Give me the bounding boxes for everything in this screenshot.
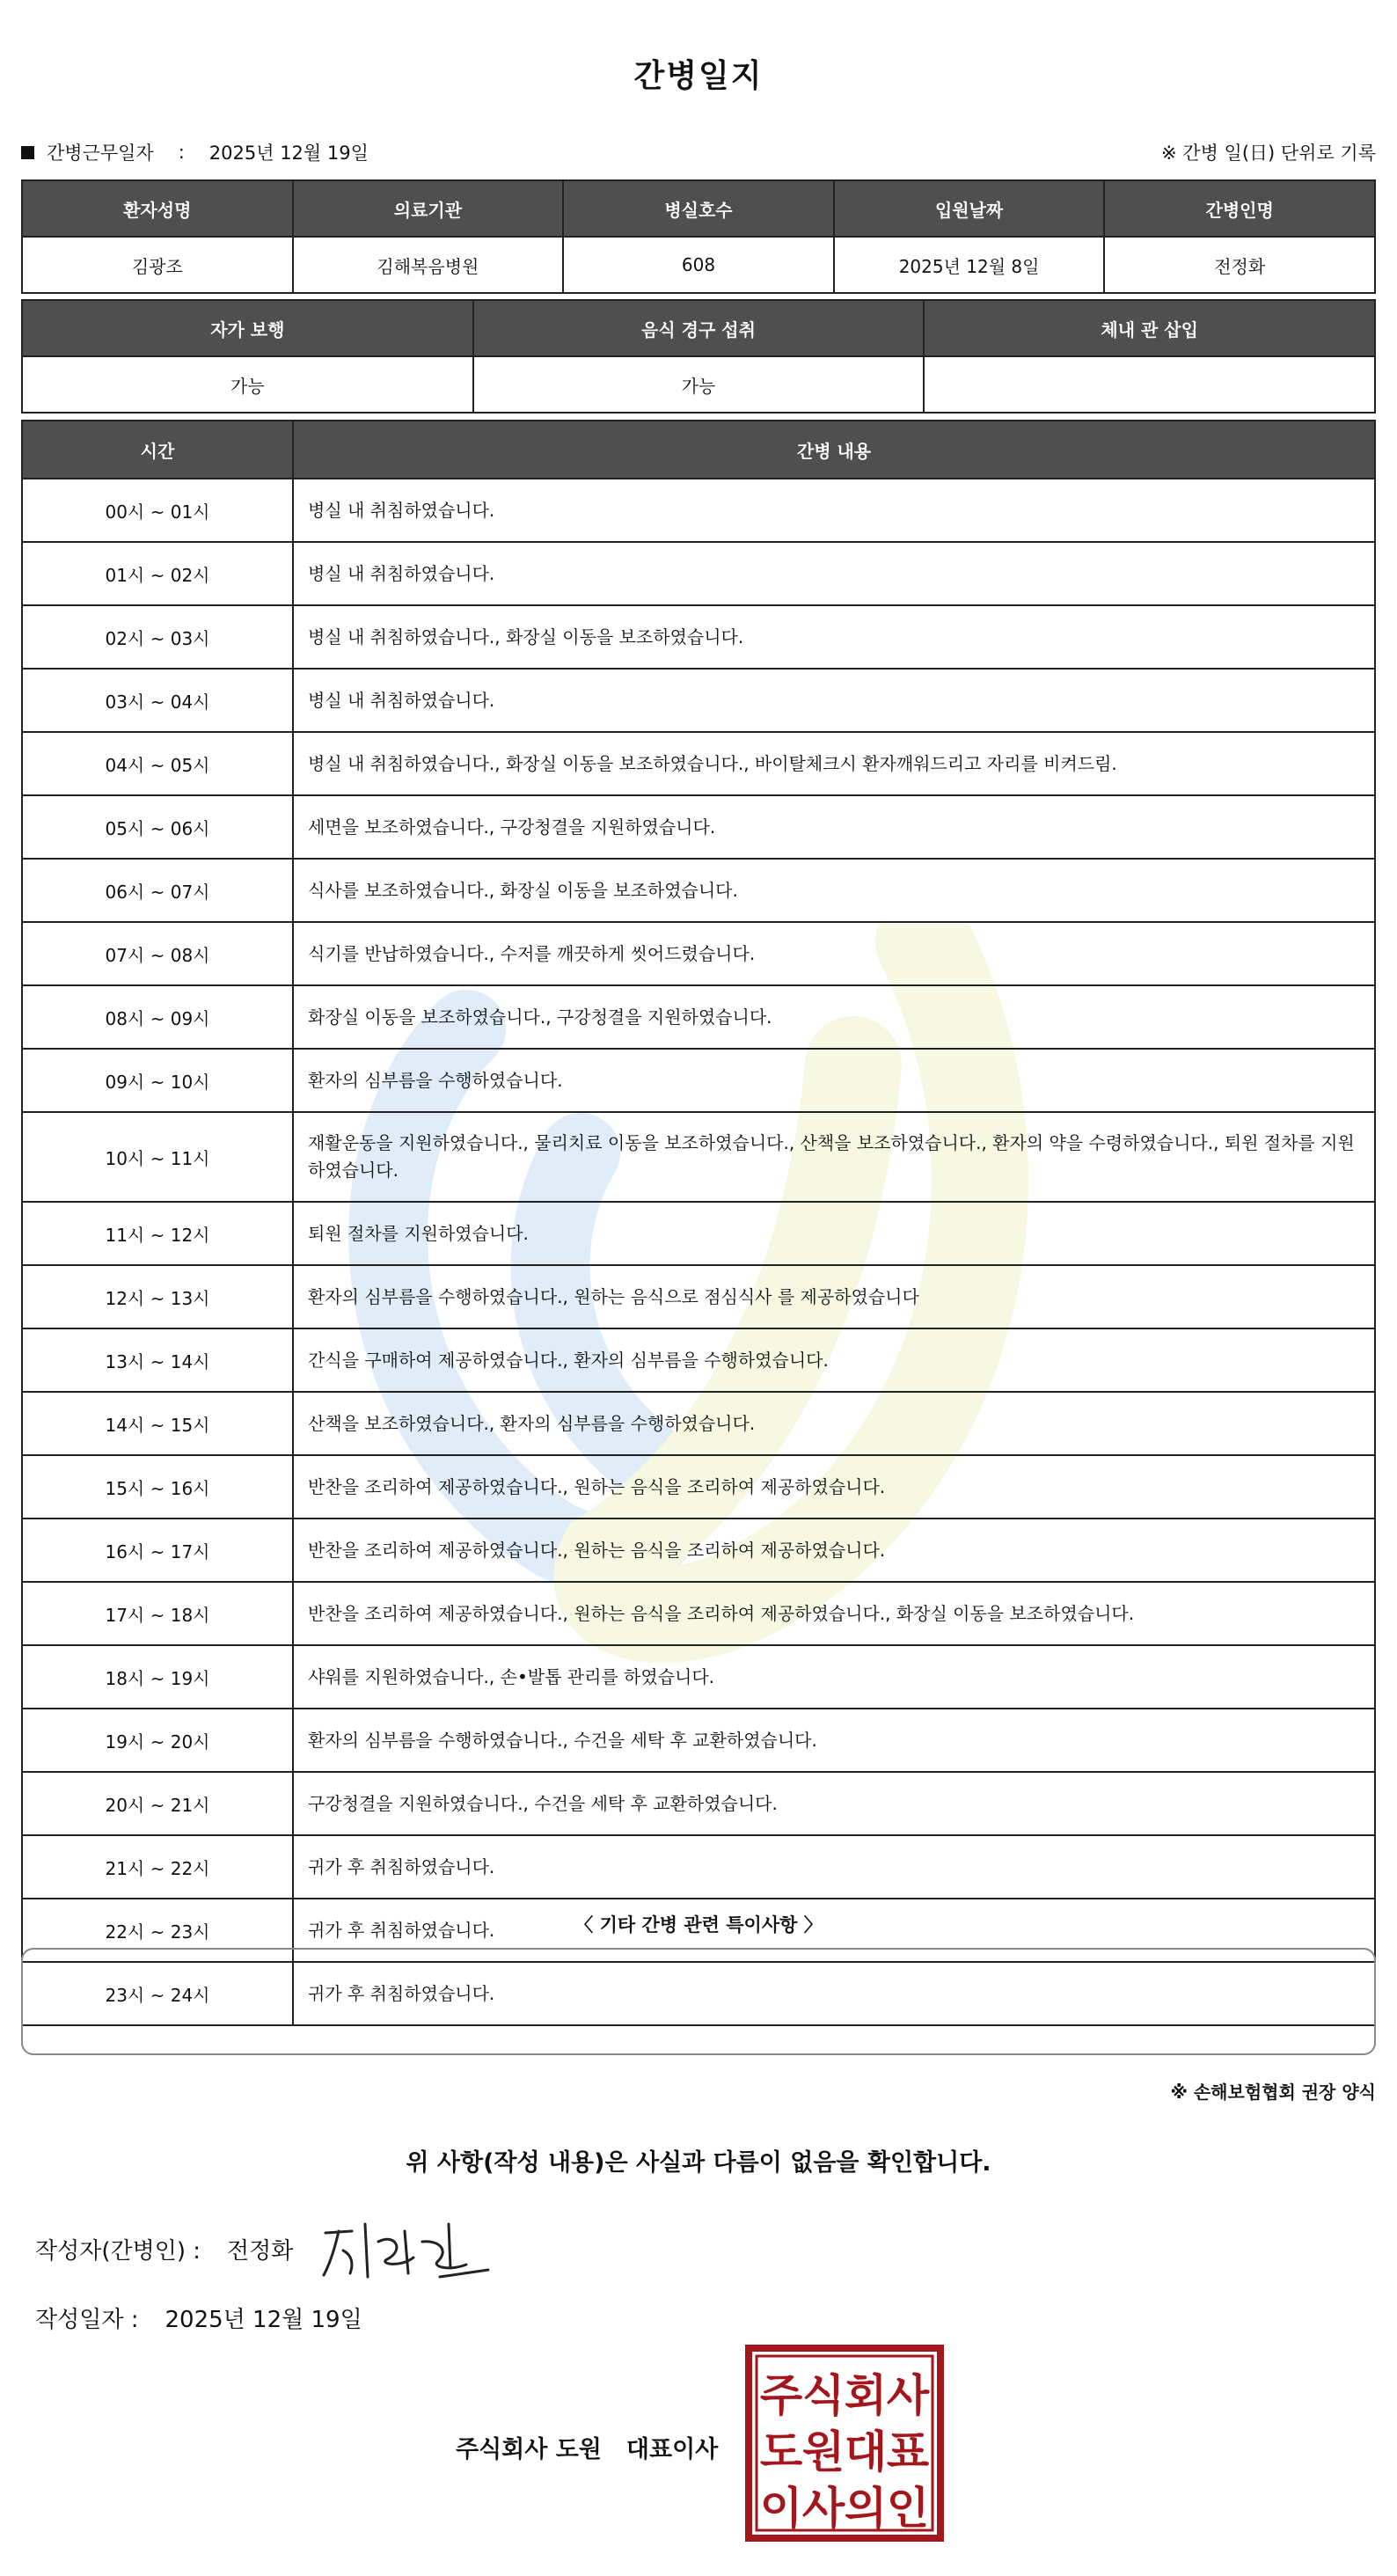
handwritten-signature (317, 2215, 493, 2286)
care-log-header-row (22, 421, 1375, 479)
seal-glyph: 도 (759, 2426, 803, 2477)
room-number: 608 (563, 237, 834, 293)
seal-glyph: 사 (801, 2483, 845, 2534)
seal-glyph: 식 (801, 2370, 845, 2421)
work-date-label: 간병근무일자 (47, 143, 154, 164)
care-log-row (22, 605, 1375, 669)
header-time: 시간 (22, 421, 293, 479)
written-date-row (35, 2302, 362, 2334)
header-oral-intake: 음식 경구 섭취 (473, 300, 925, 356)
work-date-row (21, 139, 369, 165)
care-log-content: 간식을 구매하여 제공하였습니다., 환자의 심부름을 수행하였습니다. (293, 1328, 1375, 1392)
writer-row (35, 2233, 293, 2265)
seal-glyph: 표 (886, 2426, 930, 2477)
care-log-row (22, 922, 1375, 985)
company-representative-title: 대표이사 (625, 2436, 719, 2463)
care-log-content: 환자의 심부름을 수행하였습니다., 원하는 음식으로 점심식사 를 제공하였습니다 (293, 1265, 1375, 1328)
header-hospital: 의료기관 (293, 180, 564, 237)
seal-glyph: 이 (759, 2483, 803, 2534)
care-log-time: 11시 ~ 12시 (22, 1202, 293, 1265)
confirmation-statement: 위 사항(작성 내용)은 사실과 다름이 없음을 확인합니다. (406, 2149, 991, 2177)
care-log-content: 병실 내 취침하였습니다. (293, 669, 1375, 732)
header-room-number: 병실호수 (563, 180, 834, 237)
care-log-time: 22시 ~ 23시 (22, 1899, 293, 1962)
care-log-content: 구강청결을 지원하였습니다., 수건을 세탁 후 교환하였습니다. (293, 1772, 1375, 1835)
care-log-row (22, 1392, 1375, 1455)
care-log-row (22, 859, 1375, 922)
seal-glyph: 대 (844, 2426, 888, 2477)
care-log-content: 병실 내 취침하였습니다., 화장실 이동을 보조하였습니다. (293, 605, 1375, 669)
care-log-row (22, 1202, 1375, 1265)
care-log-content: 환자의 심부름을 수행하였습니다. (293, 1049, 1375, 1112)
care-log-row (22, 479, 1375, 542)
care-log-row (22, 732, 1375, 795)
care-log-body (22, 479, 1375, 2025)
company-name: 주식회사 도원 (456, 2436, 602, 2463)
care-log-time: 21시 ~ 22시 (22, 1835, 293, 1899)
work-date-value: 2025년 12월 19일 (208, 143, 369, 164)
page-title: 간병일지 (633, 58, 764, 94)
care-log-row (22, 1772, 1375, 1835)
notes-title: 〈 기타 간병 관련 특이사항 〉 (574, 1914, 823, 1936)
writer-label: 작성자(간병인) : (35, 2238, 201, 2265)
patient-status-table (21, 299, 1376, 413)
care-log-time: 10시 ~ 11시 (22, 1112, 293, 1202)
patient-status-header-row (22, 300, 1375, 356)
seal-glyph: 원 (801, 2426, 845, 2477)
seal-glyph: 주 (759, 2370, 803, 2421)
care-log-time: 05시 ~ 06시 (22, 795, 293, 859)
care-log-content: 병실 내 취침하였습니다., 화장실 이동을 보조하였습니다., 바이탈체크시 환자깨워드리고 자리를 비켜드림. (293, 732, 1375, 795)
care-log-time: 20시 ~ 21시 (22, 1772, 293, 1835)
care-log-time: 14시 ~ 15시 (22, 1392, 293, 1455)
company-row (456, 2430, 718, 2464)
recommendation-note: ※ 손해보험협회 권장 양식 (1170, 2082, 1376, 2103)
care-log-time: 02시 ~ 03시 (22, 605, 293, 669)
care-log-time: 19시 ~ 20시 (22, 1709, 293, 1772)
care-log-time: 07시 ~ 08시 (22, 922, 293, 985)
seal-glyph: 회 (844, 2370, 888, 2421)
care-log-time: 13시 ~ 14시 (22, 1328, 293, 1392)
notes-box (21, 1948, 1376, 2055)
writer-name: 전정화 (227, 2238, 294, 2265)
care-log-row (22, 1582, 1375, 1645)
patient-info-value-row (22, 237, 1375, 293)
care-log-content: 반찬을 조리하여 제공하였습니다., 원하는 음식을 조리하여 제공하였습니다., 화장실 이동을 보조하였습니다. (293, 1582, 1375, 1645)
care-log-table (21, 420, 1376, 2026)
care-log-time: 00시 ~ 01시 (22, 479, 293, 542)
care-log-content: 반찬을 조리하여 제공하였습니다., 원하는 음식을 조리하여 제공하였습니다. (293, 1455, 1375, 1519)
caregiver-name: 전정화 (1104, 237, 1375, 293)
care-log-time: 08시 ~ 09시 (22, 985, 293, 1049)
care-log-row (22, 1519, 1375, 1582)
care-log-time: 12시 ~ 13시 (22, 1265, 293, 1328)
care-log-content: 귀가 후 취침하였습니다. (293, 1835, 1375, 1899)
care-log-row (22, 1328, 1375, 1392)
header-caregiver-name: 간병인명 (1104, 180, 1375, 237)
oral-intake-value: 가능 (473, 356, 925, 413)
care-log-time: 18시 ~ 19시 (22, 1645, 293, 1709)
patient-status-value-row (22, 356, 1375, 413)
care-log-content: 병실 내 취침하였습니다. (293, 479, 1375, 542)
care-log-time: 15시 ~ 16시 (22, 1455, 293, 1519)
written-date-value: 2025년 12월 19일 (165, 2307, 362, 2333)
header-patient-name: 환자성명 (22, 180, 293, 237)
self-walking-value: 가능 (22, 356, 473, 413)
care-log-row (22, 795, 1375, 859)
seal-glyph: 사 (886, 2370, 930, 2421)
square-bullet-icon (21, 146, 34, 159)
written-date-label: 작성일자 : (35, 2307, 139, 2333)
header-care-content: 간병 내용 (293, 421, 1375, 479)
care-log-time: 04시 ~ 05시 (22, 732, 293, 795)
care-log-row (22, 542, 1375, 605)
care-log-time: 16시 ~ 17시 (22, 1519, 293, 1582)
care-log-content: 식사를 보조하였습니다., 화장실 이동을 보조하였습니다. (293, 859, 1375, 922)
care-log-row (22, 1049, 1375, 1112)
care-log-time: 23시 ~ 24시 (22, 1962, 293, 2025)
care-log-row (22, 1112, 1375, 1202)
header-self-walking: 자가 보행 (22, 300, 473, 356)
care-log-row (22, 669, 1375, 732)
care-log-content: 퇴원 절차를 지원하였습니다. (293, 1202, 1375, 1265)
care-log-time: 09시 ~ 10시 (22, 1049, 293, 1112)
patient-info-header-row (22, 180, 1375, 237)
care-log-content: 샤워를 지원하였습니다., 손•발톱 관리를 하였습니다. (293, 1645, 1375, 1709)
care-log-content: 식기를 반납하였습니다., 수저를 깨끗하게 씻어드렸습니다. (293, 922, 1375, 985)
care-log-content: 병실 내 취침하였습니다. (293, 542, 1375, 605)
patient-info-table (21, 179, 1376, 294)
care-log-content: 세면을 보조하였습니다., 구강청결을 지원하였습니다. (293, 795, 1375, 859)
care-log-row (22, 1709, 1375, 1772)
header-admission-date: 입원날짜 (834, 180, 1105, 237)
seal-glyph: 의 (844, 2483, 888, 2534)
care-log-row (22, 1455, 1375, 1519)
work-date-colon: : (178, 142, 185, 163)
care-log-content: 재활운동을 지원하였습니다., 물리치료 이동을 보조하였습니다., 산책을 보조하였습니다., 환자의 약을 수령하였습니다., 퇴원 절차를 지원하였습니다. (293, 1112, 1375, 1202)
record-unit-note: ※ 간병 일(日) 단위로 기록 (1161, 143, 1376, 164)
care-log-content: 화장실 이동을 보조하였습니다., 구강청결을 지원하였습니다. (293, 985, 1375, 1049)
care-log-content: 반찬을 조리하여 제공하였습니다., 원하는 음식을 조리하여 제공하였습니다. (293, 1519, 1375, 1582)
care-log-content: 환자의 심부름을 수행하였습니다., 수건을 세탁 후 교환하였습니다. (293, 1709, 1375, 1772)
care-log-row (22, 1265, 1375, 1328)
care-log-row (22, 1645, 1375, 1709)
care-log-content: 귀가 후 취침하였습니다. (293, 1962, 1375, 2025)
care-log-row (22, 1835, 1375, 1899)
seal-glyph: 인 (886, 2483, 930, 2534)
care-log-time: 06시 ~ 07시 (22, 859, 293, 922)
care-log-content: 귀가 후 취침하였습니다. (293, 1899, 1375, 1962)
hospital-name: 김해복음병원 (293, 237, 564, 293)
admission-date: 2025년 12월 8일 (834, 237, 1105, 293)
company-seal-stamp (744, 2344, 945, 2543)
care-log-time: 17시 ~ 18시 (22, 1582, 293, 1645)
patient-name: 김광조 (22, 237, 293, 293)
header-tube-insertion: 체내 관 삽입 (924, 300, 1375, 356)
care-log-row (22, 985, 1375, 1049)
care-log-time: 03시 ~ 04시 (22, 669, 293, 732)
tube-insertion-value (924, 356, 1375, 413)
care-log-time: 01시 ~ 02시 (22, 542, 293, 605)
care-log-content: 산책을 보조하였습니다., 환자의 심부름을 수행하였습니다. (293, 1392, 1375, 1455)
